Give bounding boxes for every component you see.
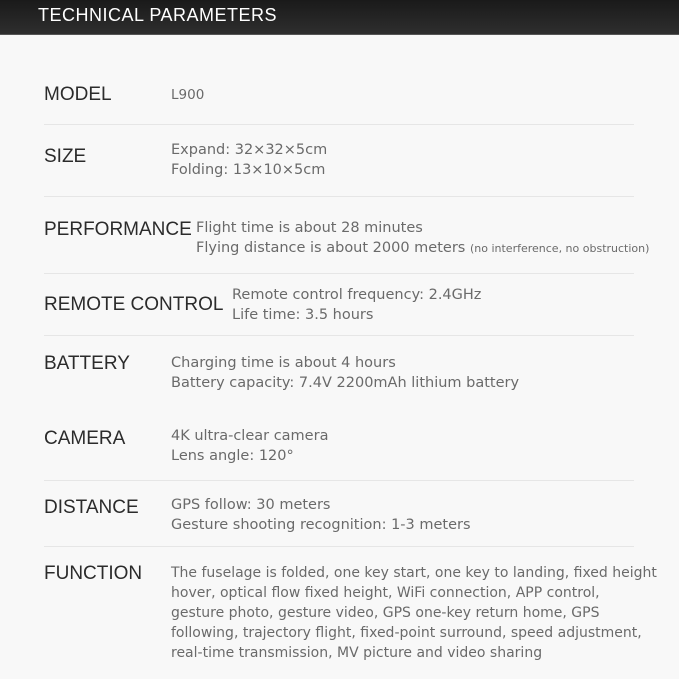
param-value-distance [171, 495, 471, 535]
param-value-performance [196, 218, 649, 259]
divider [44, 335, 634, 336]
param-line: Battery capacity: 7.4V 2200mAh lithium battery [171, 375, 520, 391]
param-line: GPS follow: 30 meters [171, 497, 331, 513]
param-line: real-time transmission, MV picture and video sharing [171, 645, 543, 661]
param-line: hover, optical flow fixed height, WiFi connection, APP control, [171, 585, 600, 601]
divider [44, 124, 634, 125]
param-line: gesture photo, gesture video, GPS one-key return home, GPS [171, 605, 600, 621]
divider [44, 480, 634, 481]
param-line: Flight time is about 28 minutes [196, 220, 423, 236]
param-label-distance: DISTANCE [44, 497, 139, 518]
page-title: TECHNICAL PARAMETERS [38, 5, 278, 25]
param-value-size [171, 140, 327, 180]
param-line: 4K ultra-clear camera [171, 428, 329, 444]
divider [44, 196, 634, 197]
param-line: Expand: 32×32×5cm [171, 142, 328, 158]
param-label-performance: PERFORMANCE [44, 219, 192, 240]
param-label-model: MODEL [44, 84, 112, 105]
param-line-text: Flying distance is about 2000 meters [196, 240, 466, 256]
divider [44, 546, 634, 547]
param-value-battery [171, 353, 519, 393]
param-line: L900 [171, 87, 205, 103]
param-line: Lens angle: 120° [171, 448, 294, 464]
param-line: Gesture shooting recognition: 1-3 meters [171, 517, 471, 533]
param-label-battery: BATTERY [44, 353, 130, 374]
param-label-function: FUNCTION [44, 563, 143, 584]
param-value-camera [171, 426, 328, 466]
param-line: Charging time is about 4 hours [171, 355, 396, 371]
param-line: Folding: 13×10×5cm [171, 162, 326, 178]
param-label-remote-control: REMOTE CONTROL [44, 294, 224, 315]
param-note: (no interference, no obstruction) [469, 242, 650, 255]
param-line: following, trajectory flight, fixed-point surround, speed adjustment, [171, 625, 642, 641]
param-value-remote-control [232, 285, 481, 325]
param-line [196, 238, 649, 259]
page-header [0, 0, 679, 35]
divider [44, 273, 634, 274]
param-line: Remote control frequency: 2.4GHz [232, 287, 482, 303]
param-label-size: SIZE [44, 146, 87, 167]
param-line: Life time: 3.5 hours [232, 307, 374, 323]
param-line: The fuselage is folded, one key start, one key to landing, fixed height [171, 565, 657, 581]
param-value-model [171, 85, 204, 105]
param-label-camera: CAMERA [44, 428, 126, 449]
param-value-function [171, 563, 657, 663]
